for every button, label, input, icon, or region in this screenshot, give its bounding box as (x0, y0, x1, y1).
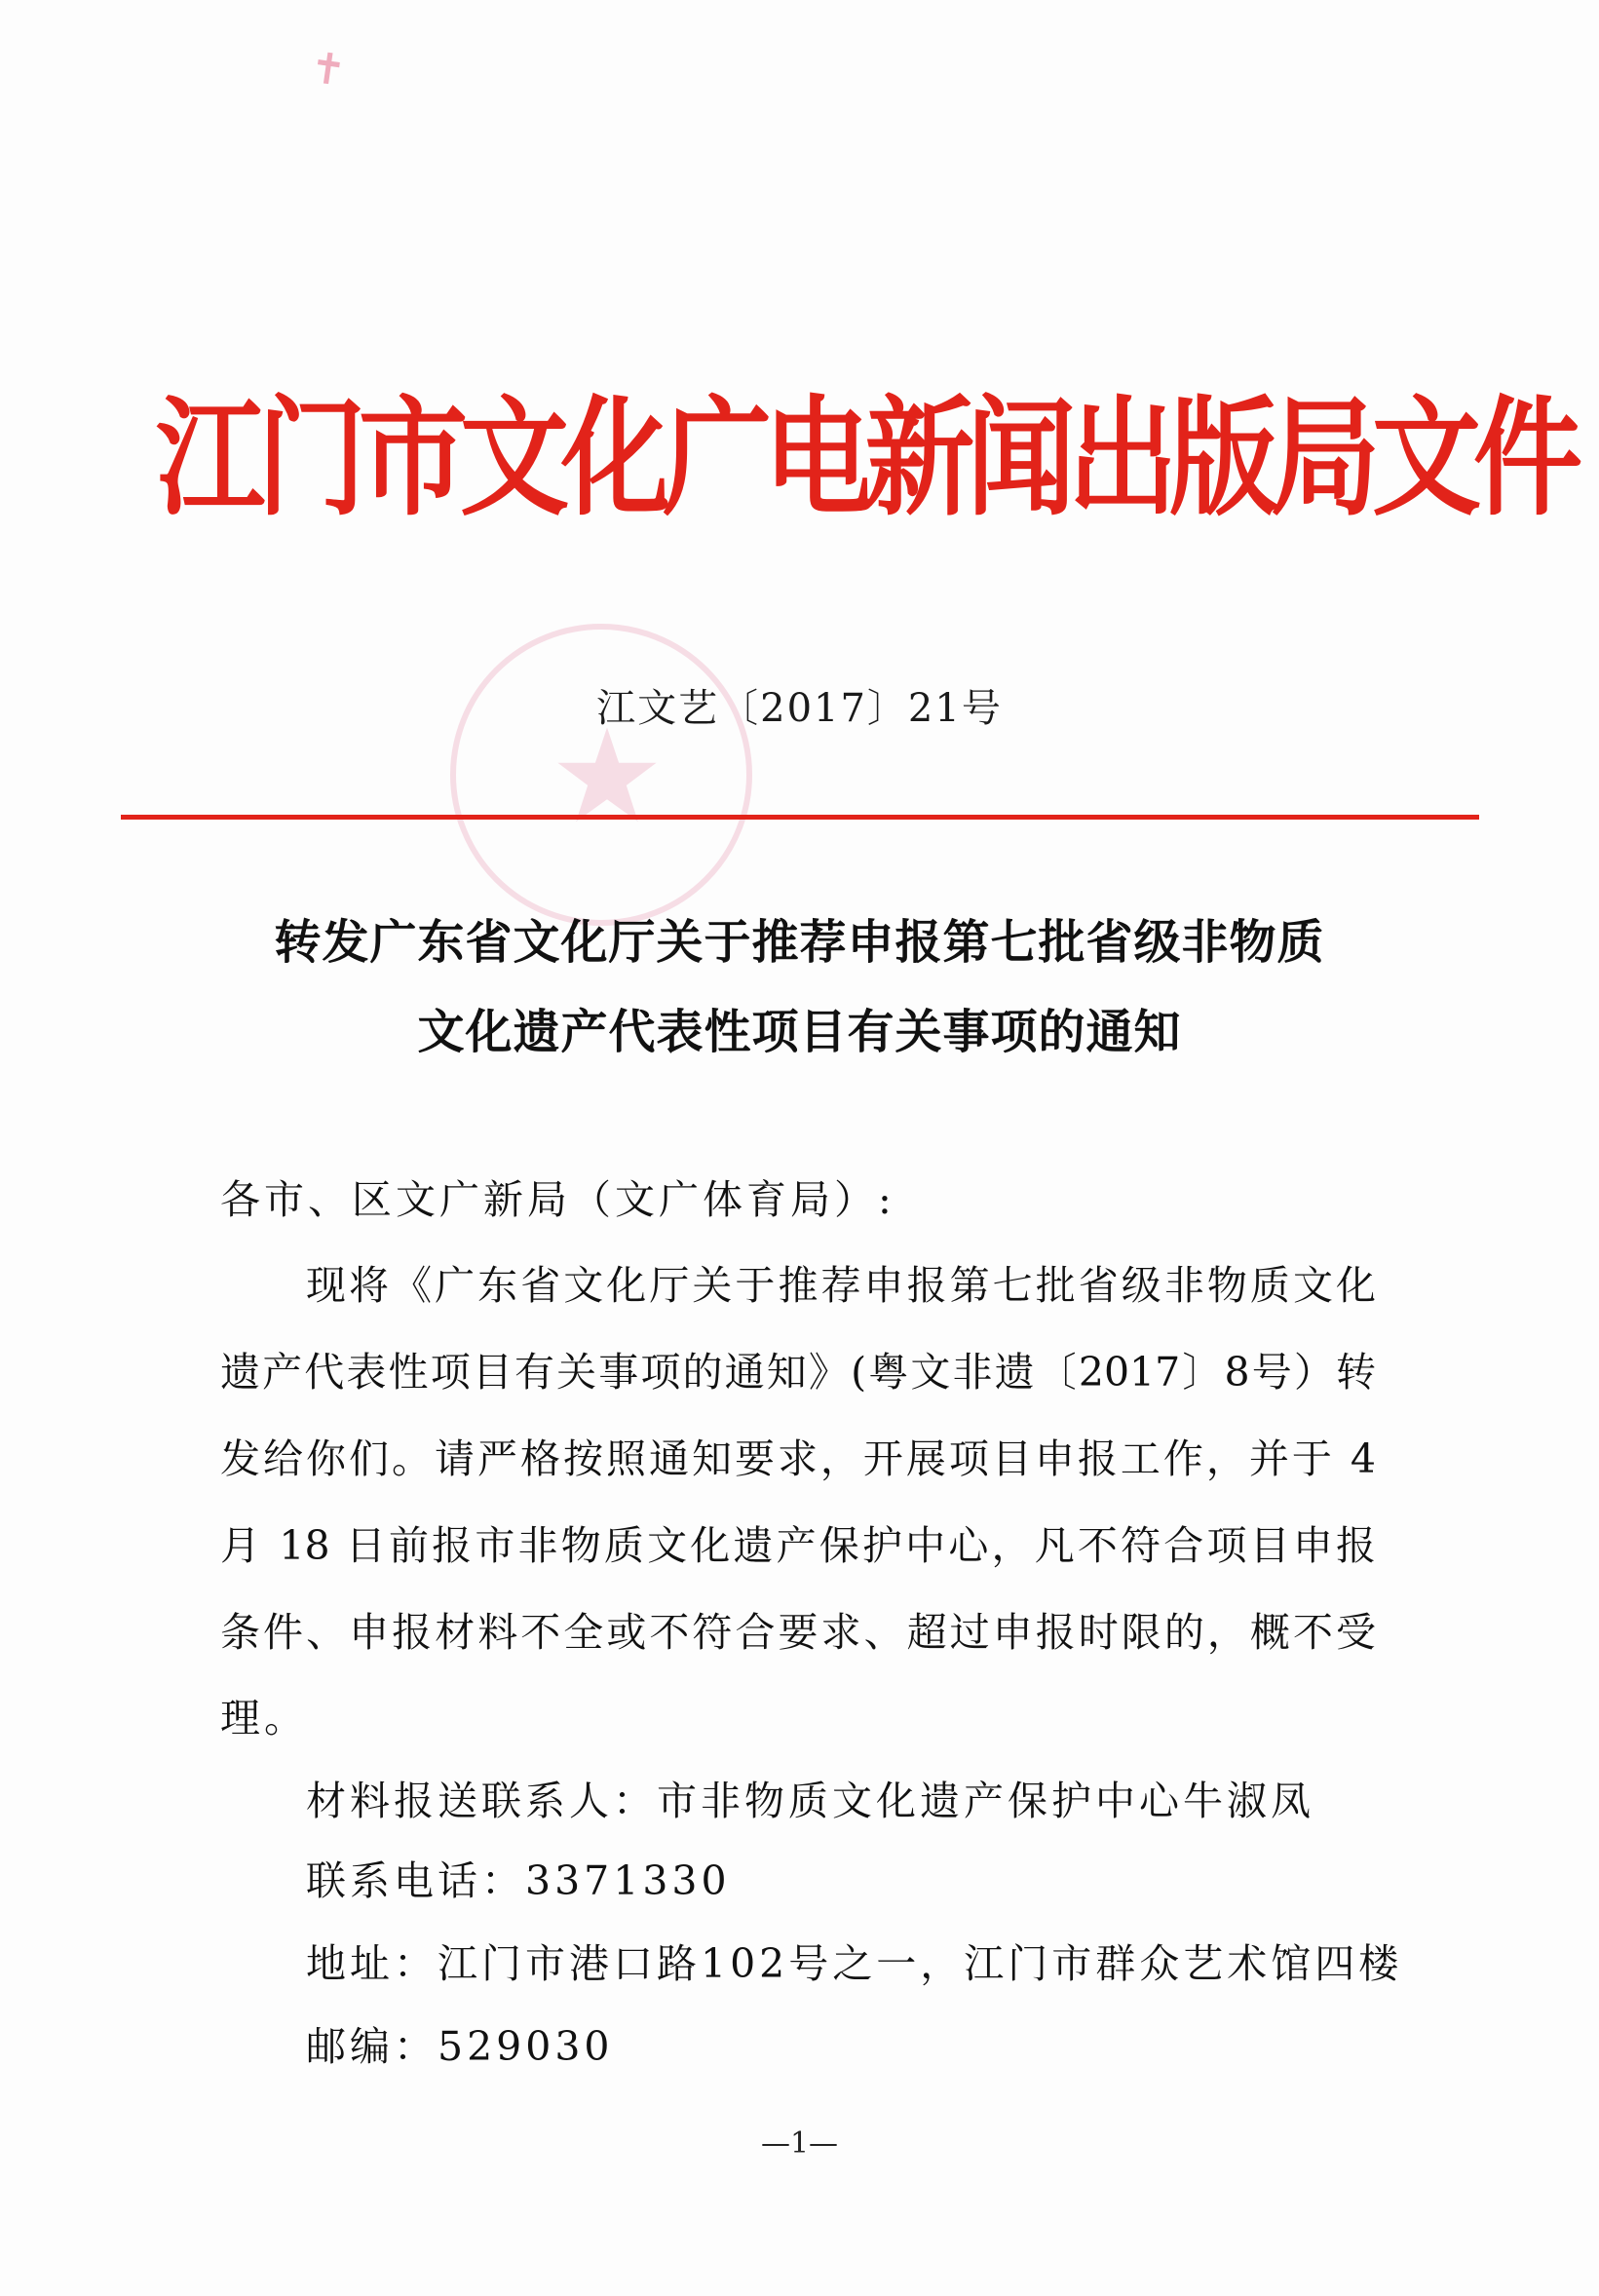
document-number: 江文艺〔2017〕21号 (596, 686, 1003, 731)
red-divider (121, 815, 1479, 820)
official-seal (450, 624, 752, 926)
body-line-4: 月 18 日前报市非物质文化遗产保护中心，凡不符合项目申报 (220, 1522, 1376, 1569)
contact-person: 材料报送联系人：市非物质文化遗产保护中心牛淑凤 (306, 1778, 1314, 1824)
seal-star-icon (553, 722, 661, 829)
body-line-5: 条件、申报材料不全或不符合要求、超过申报时限的，概不受 (220, 1609, 1376, 1656)
notice-title-line-1: 转发广东省文化厅关于推荐申报第七批省级非物质 (274, 915, 1325, 970)
contact-postcode: 邮编：529030 (306, 2023, 614, 2070)
body-line-2: 遗产代表性项目有关事项的通知》(粤文非遗〔2017〕8号）转 (220, 1349, 1376, 1396)
body-line-1: 现将《广东省文化厅关于推荐申报第七批省级非物质文化 (306, 1262, 1376, 1309)
page-number: —1— (760, 2126, 839, 2161)
contact-phone: 联系电话：3371330 (306, 1857, 731, 1904)
body-line-6: 理。 (220, 1695, 308, 1741)
salutation: 各市、区文广新局（文广体育局）: (220, 1176, 895, 1223)
masthead-title: 江门市文化广电新闻出版局文件 (156, 383, 1575, 534)
notice-title-line-2: 文化遗产代表性项目有关事项的通知 (417, 1005, 1182, 1059)
pen-mark: ✝ (306, 42, 350, 97)
contact-address: 地址：江门市港口路102号之一，江门市群众艺术馆四楼 (306, 1940, 1403, 1987)
body-line-3: 发给你们。请严格按照通知要求，开展项目申报工作，并于 4 (220, 1435, 1376, 1482)
